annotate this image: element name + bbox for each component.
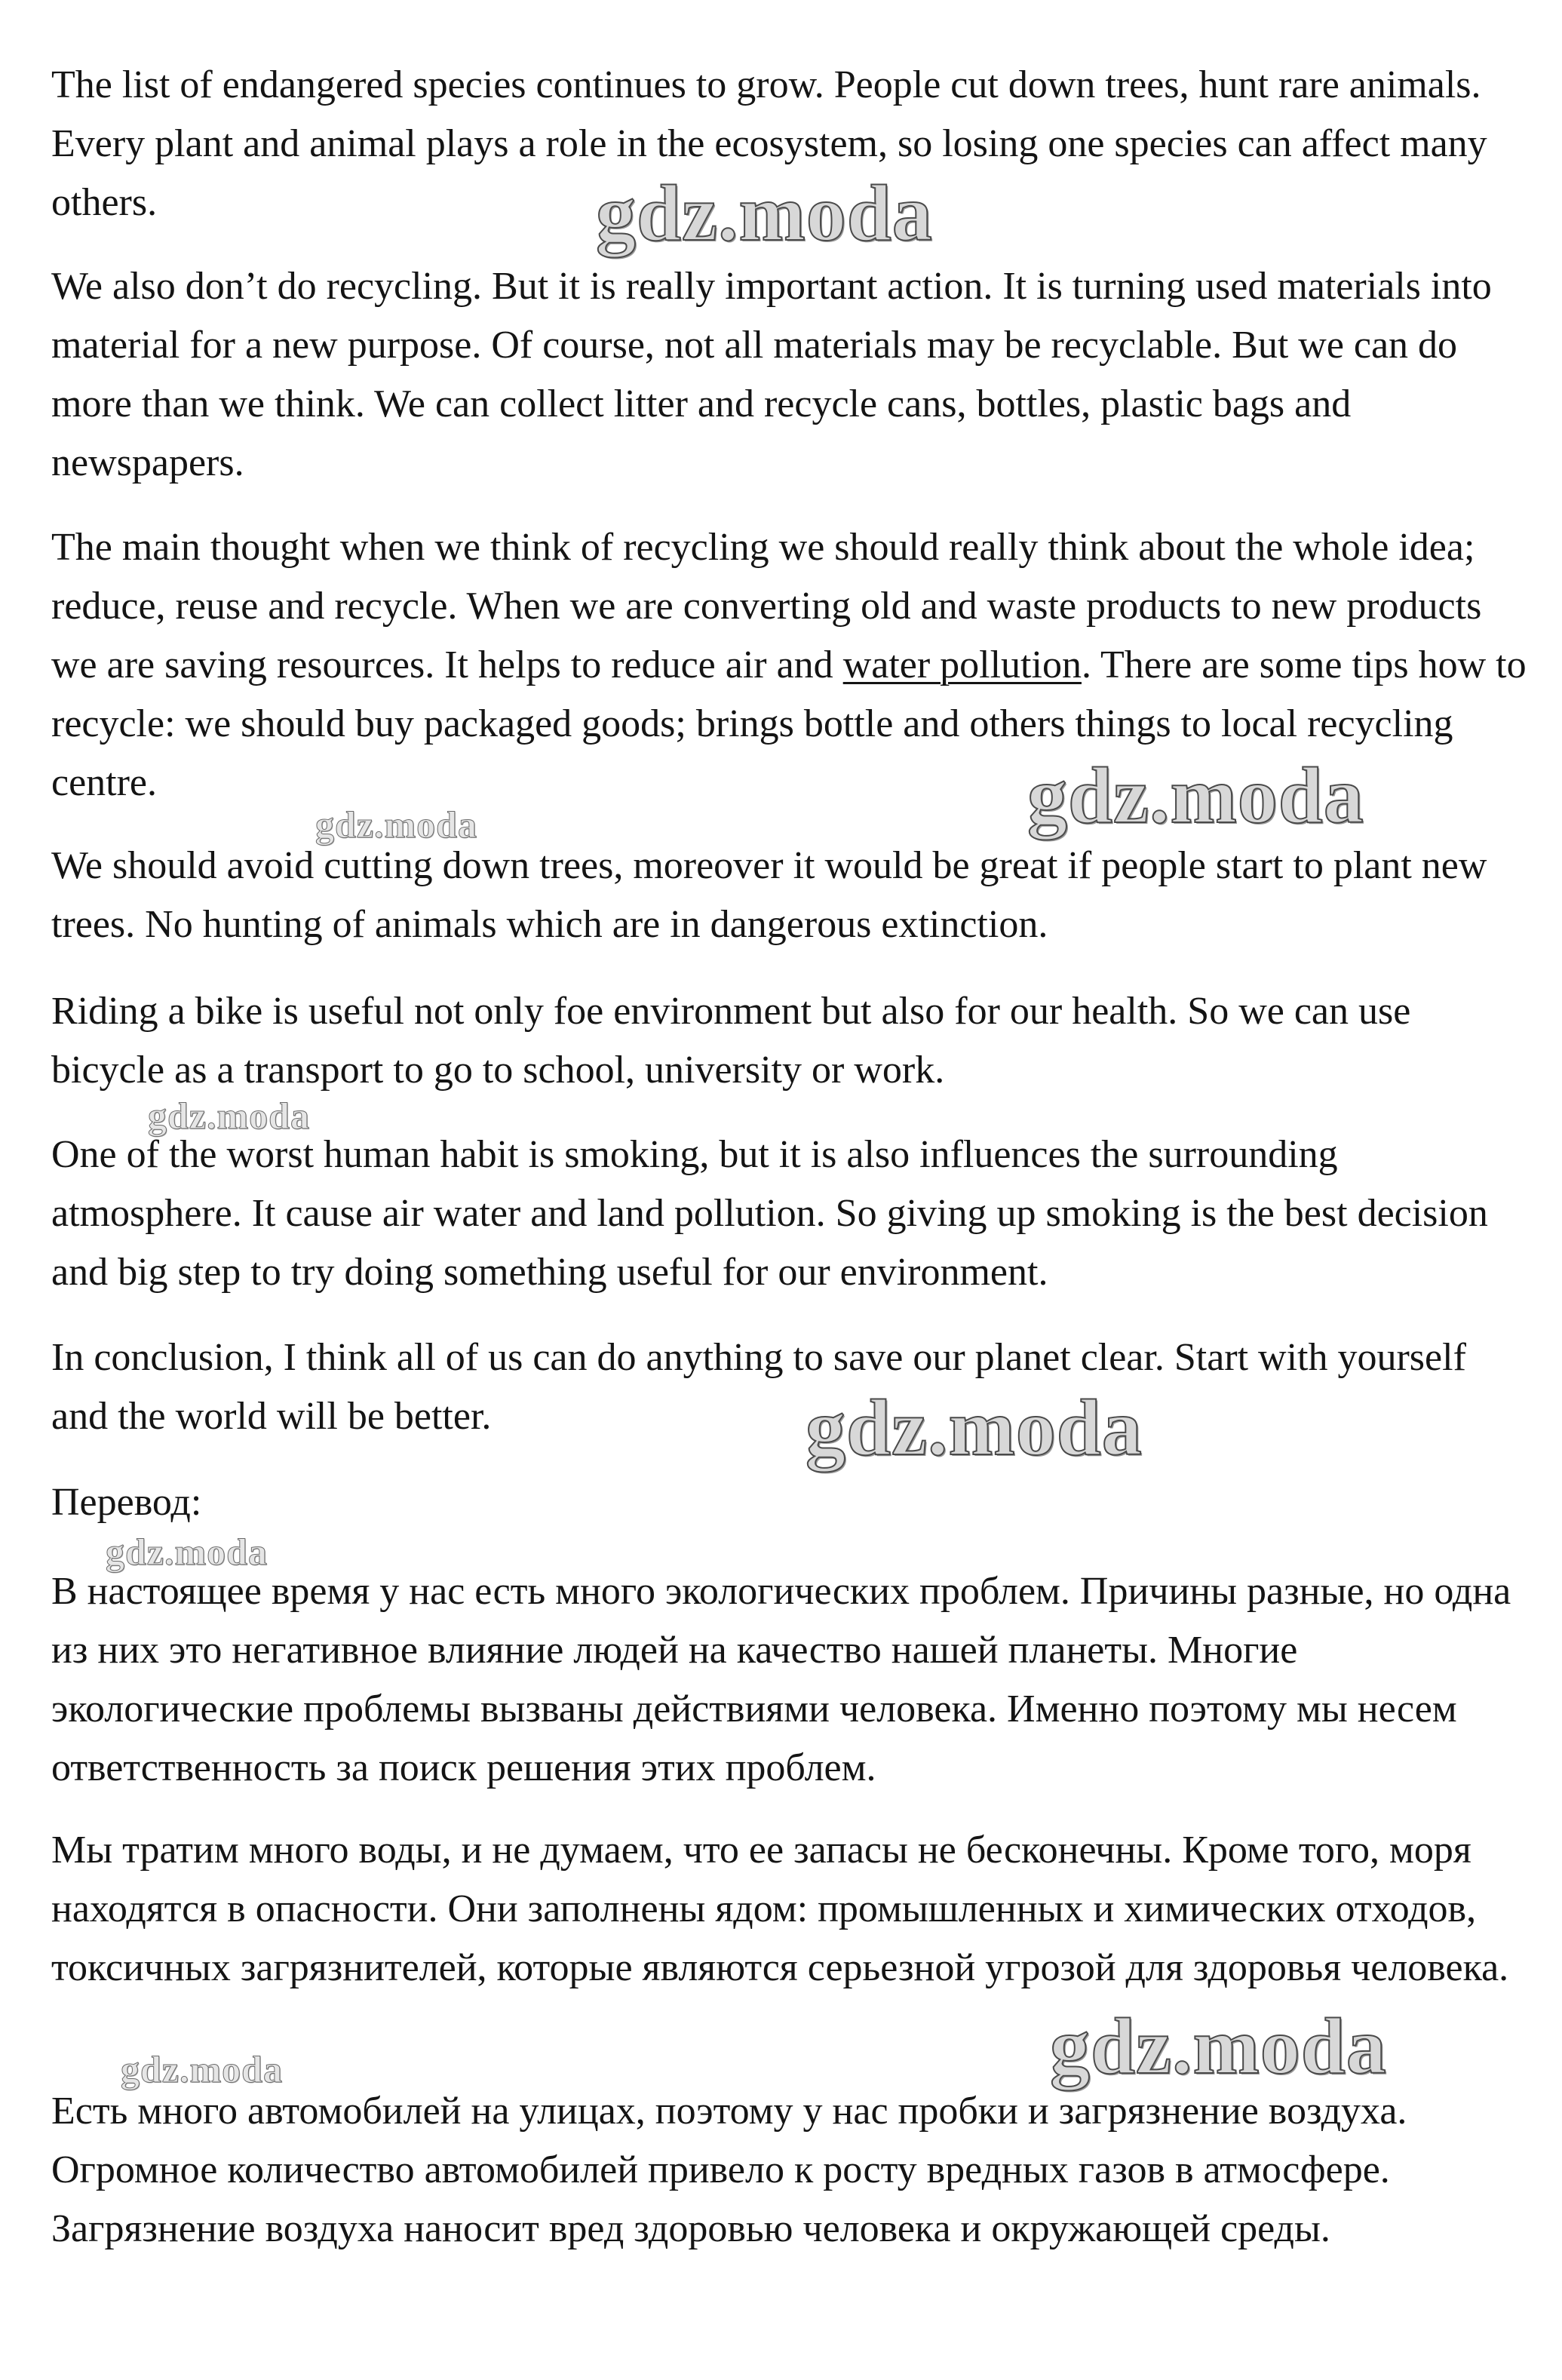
watermark-logo: gdz.moda [148,1095,310,1137]
watermark-logo: gdz.moda [596,169,933,257]
watermark-logo: gdz.moda [1050,2002,1387,2090]
paragraph-recycling-tips-text: The main thought when we think of recycling we should really think about the whole idea; reduce, reuse and recycle. When we are converting old and waste products to new products we are saving resources. It helps to reduce air and [51,526,1482,686]
paragraph-translation-problems: В настоящее время у нас есть много экологических проблем. Причины разные, но одна из них это негативное влияние людей на качество нашей планеты. Многие экологические проблемы вызваны действиями человека. Именно поэтому мы несем ответственность за поиск решения этих проблем. [51,1570,1511,1789]
watermark-logo: gdz.moda [106,1531,268,1573]
paragraph-trees: We should avoid cutting down trees, moreover it would be great if people start to plant new trees. No hunting of animals which are in dangerous extinction. [51,844,1487,946]
watermark-logo: gdz.moda [315,803,477,846]
paragraph-recycling: We also don’t do recycling. But it is really important action. It is turning used materials into material for a new purpose. Of course, not all materials may be recyclable. But we can do more than we think. We can collect litter and recycle cans, bottles, plastic bags and newspapers. [51,265,1492,484]
watermark-logo: gdz.moda [806,1383,1143,1472]
paragraph-conclusion: In conclusion, I think all of us can do anything to save our planet clear. Start with yourself and the world will be better. [51,1336,1466,1438]
paragraph-recycling-tips-end: . There are some tips how to recycle: we should buy packaged goods; brings bottle and others things to local recycling centre. [51,643,1527,804]
paragraph-endangered-species: The list of endangered species continues to grow. People cut down trees, hunt rare animals. Every plant and animal plays a role in the ecosystem, so losing one species can affect many others. [51,63,1487,224]
water-pollution-link[interactable]: water pollution [842,643,1082,686]
paragraph-smoking: One of the worst human habit is smoking, but it is also influences the surrounding atmosphere. It cause air water and land pollution. So giving up smoking is the best decision and big step to try doing something useful for our environment. [51,1133,1488,1294]
paragraph-bicycle: Riding a bike is useful not only foe environment but also for our health. So we can use bicycle as a transport to go to school, university or work. [51,990,1411,1092]
paragraph-translation-cars: Есть много автомобилей на улицах, поэтому у нас пробки и загрязнение воздуха. Огромное количество автомобилей привело к росту вредных газов в атмосфере. Загрязнение воздуха наносит вред здоровью человека и окружающей среды. [51,2090,1407,2250]
watermark-logo: gdz.moda [1027,751,1364,840]
translation-heading: Перевод: [51,1481,202,1524]
paragraph-translation-water: Мы тратим много воды, и не думаем, что ее запасы не бесконечны. Кроме того, моря находятся в опасности. Они заполнены ядом: промышленных и химических отходов, токсичных загрязнителей, которые являются серьезной угрозой для здоровья человека. [51,1829,1509,1989]
watermark-logo: gdz.moda [121,2048,283,2090]
